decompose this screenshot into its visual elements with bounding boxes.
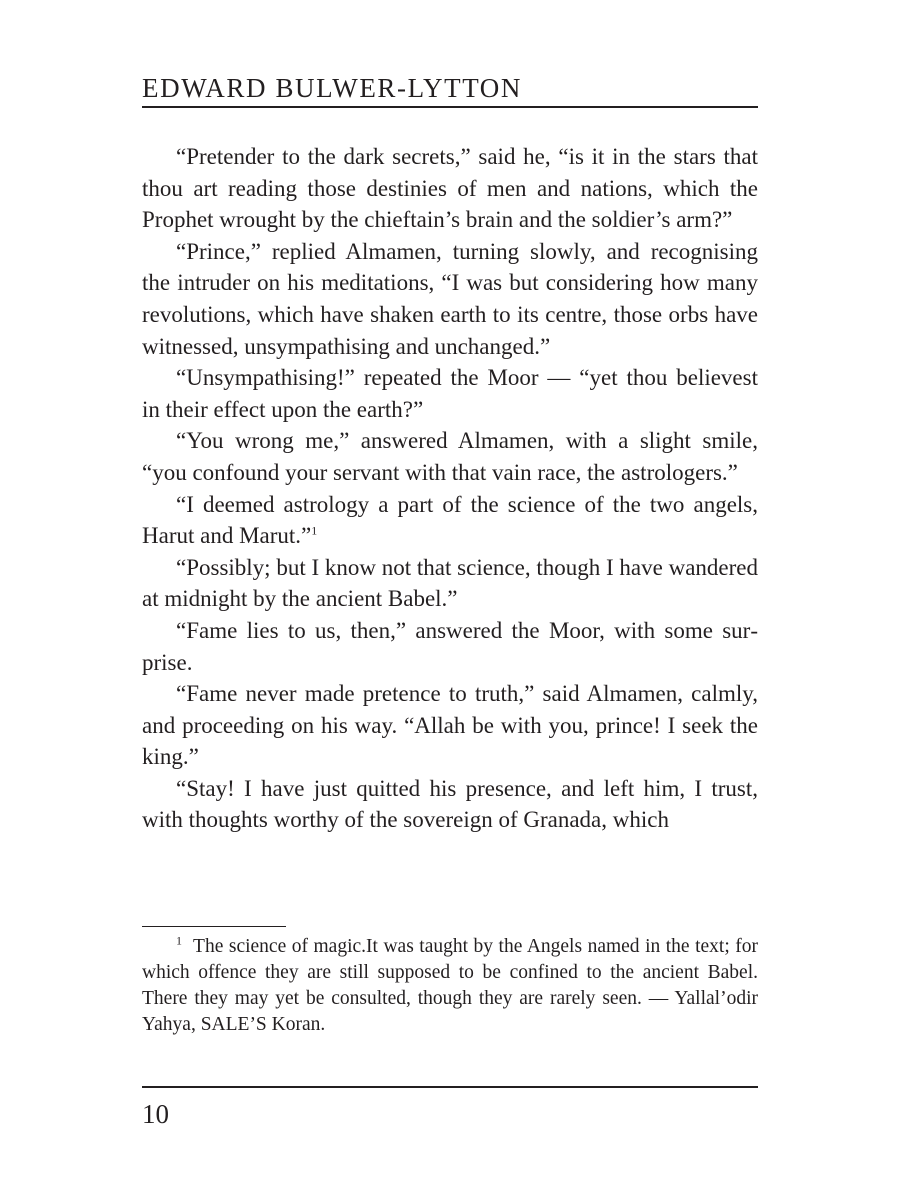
page-number: 10 [142, 1099, 169, 1129]
footnote [142, 934, 758, 1038]
paragraph: “Prince,” replied Almamen, turning slowly, and recognising the intruder on his meditations, “I was but considering how many revolutions, which have shaken earth to its centre, those orbs have witnessed, unsympathising and unchanged.” [142, 238, 758, 359]
header-rule [142, 106, 758, 108]
running-head-author: EDWARD BULWER-LYTTON [142, 73, 522, 103]
paragraph: “Possibly; but I know not that science, though I have wandered at midnight by the ancient Babel.” [142, 554, 758, 612]
paragraph-with-footnote [142, 489, 758, 552]
footnote-rule [142, 926, 286, 927]
paragraph: “Fame never made pretence to truth,” said Almamen, calmly, and proceeding on his way. “Allah be with you, prince! I seek the king.” [142, 681, 758, 770]
footer-rule [142, 1086, 758, 1088]
paragraph: “Stay! I have just quitted his presence, and left him, I trust, with thoughts worthy of the sovereign of Granada, which [142, 775, 758, 833]
body-text [142, 141, 758, 836]
footnote-reference[interactable]: 1 [311, 523, 318, 538]
paragraph: “Fame lies to us, then,” answered the Moor, with some surprise. [142, 617, 758, 675]
paragraph: “You wrong me,” answered Almamen, with a slight smile, “you confound your servant with that vain race, the astrologers.” [142, 428, 758, 485]
book-page [142, 0, 758, 1200]
footnote-text: The science of magic.It was taught by the Angels named in the text; for which offence they are still supposed to be confined to the ancient Babel. There they may yet be consulted, though they are rarely seen. — Yallal’odir Yahya, SALE’S Koran. [142, 936, 758, 1035]
paragraph-text: “I deemed astrology a part of the science of the two angels, Harut and Marut.” [142, 491, 758, 549]
paragraph: “Unsympathising!” repeated the Moor — “yet thou believest in their effect upon the earth?” [142, 365, 758, 422]
paragraph: “Pretender to the dark secrets,” said he, “is it in the stars that thou art reading those destinies of men and nations, which the Prophet wrought by the chieftain’s brain and the soldier’s arm?” [142, 144, 758, 233]
footnote-marker: 1 [176, 933, 182, 948]
